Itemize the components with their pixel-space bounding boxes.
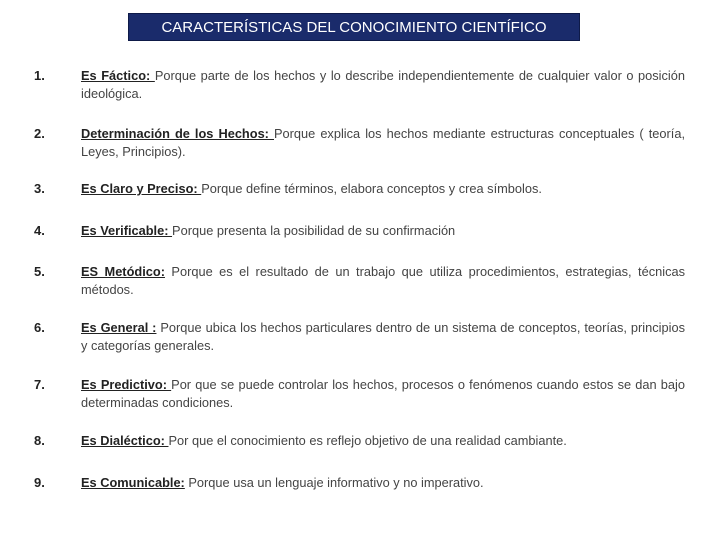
item-body (81, 432, 685, 450)
item-body (81, 180, 685, 198)
item-text: Porque ubica los hechos particulares dentro de un sistema de conceptos, teorías, principios y categorías generales. (81, 320, 685, 353)
item-text: Porque es el resultado de un trabajo que utiliza procedimientos, estrategias, técnicas métodos. (81, 264, 685, 297)
item-term: Es General : (81, 320, 157, 335)
item-term: Es Claro y Preciso: (81, 181, 202, 196)
item-number: 3. (34, 181, 45, 196)
item-body (81, 376, 685, 412)
item-term: Es Verificable: (81, 223, 173, 238)
item-number: 5. (34, 264, 45, 279)
item-term: Es Comunicable: (81, 475, 185, 490)
item-text: Porque define términos, elabora conceptos y crea símbolos. (201, 181, 542, 196)
item-term: Determinación de los Hechos: (81, 126, 274, 141)
item-body (81, 474, 685, 492)
item-number: 9. (34, 475, 45, 490)
item-body (81, 222, 685, 240)
item-term: ES Metódico: (81, 264, 165, 279)
item-text: Por que el conocimiento es reflejo objetivo de una realidad cambiante. (168, 433, 567, 448)
item-body (81, 263, 685, 299)
item-number: 2. (34, 126, 45, 141)
item-text: Porque presenta la posibilidad de su confirmación (172, 223, 456, 238)
item-term: Es Fáctico: (81, 68, 155, 83)
item-body (81, 319, 685, 355)
item-body (81, 67, 685, 103)
item-number: 7. (34, 377, 45, 392)
item-text: Por que se puede controlar los hechos, procesos o fenómenos cuando estos se dan bajo determinadas condiciones. (81, 377, 685, 410)
item-term: Es Predictivo: (81, 377, 172, 392)
item-number: 4. (34, 223, 45, 238)
item-text: Porque parte de los hechos y lo describe independientemente de cualquier valor o posición ideológica. (81, 68, 686, 101)
item-body (81, 125, 685, 161)
item-number: 8. (34, 433, 45, 448)
page-title: CARACTERÍSTICAS DEL CONOCIMIENTO CIENTÍFICO (128, 13, 580, 41)
item-term: Es Dialéctico: (81, 433, 169, 448)
item-number: 6. (34, 320, 45, 335)
item-text: Porque explica los hechos mediante estructuras conceptuales ( teoría, Leyes, Principios). (81, 126, 685, 159)
item-text: Porque usa un lenguaje informativo y no imperativo. (184, 475, 484, 490)
item-number: 1. (34, 68, 45, 83)
